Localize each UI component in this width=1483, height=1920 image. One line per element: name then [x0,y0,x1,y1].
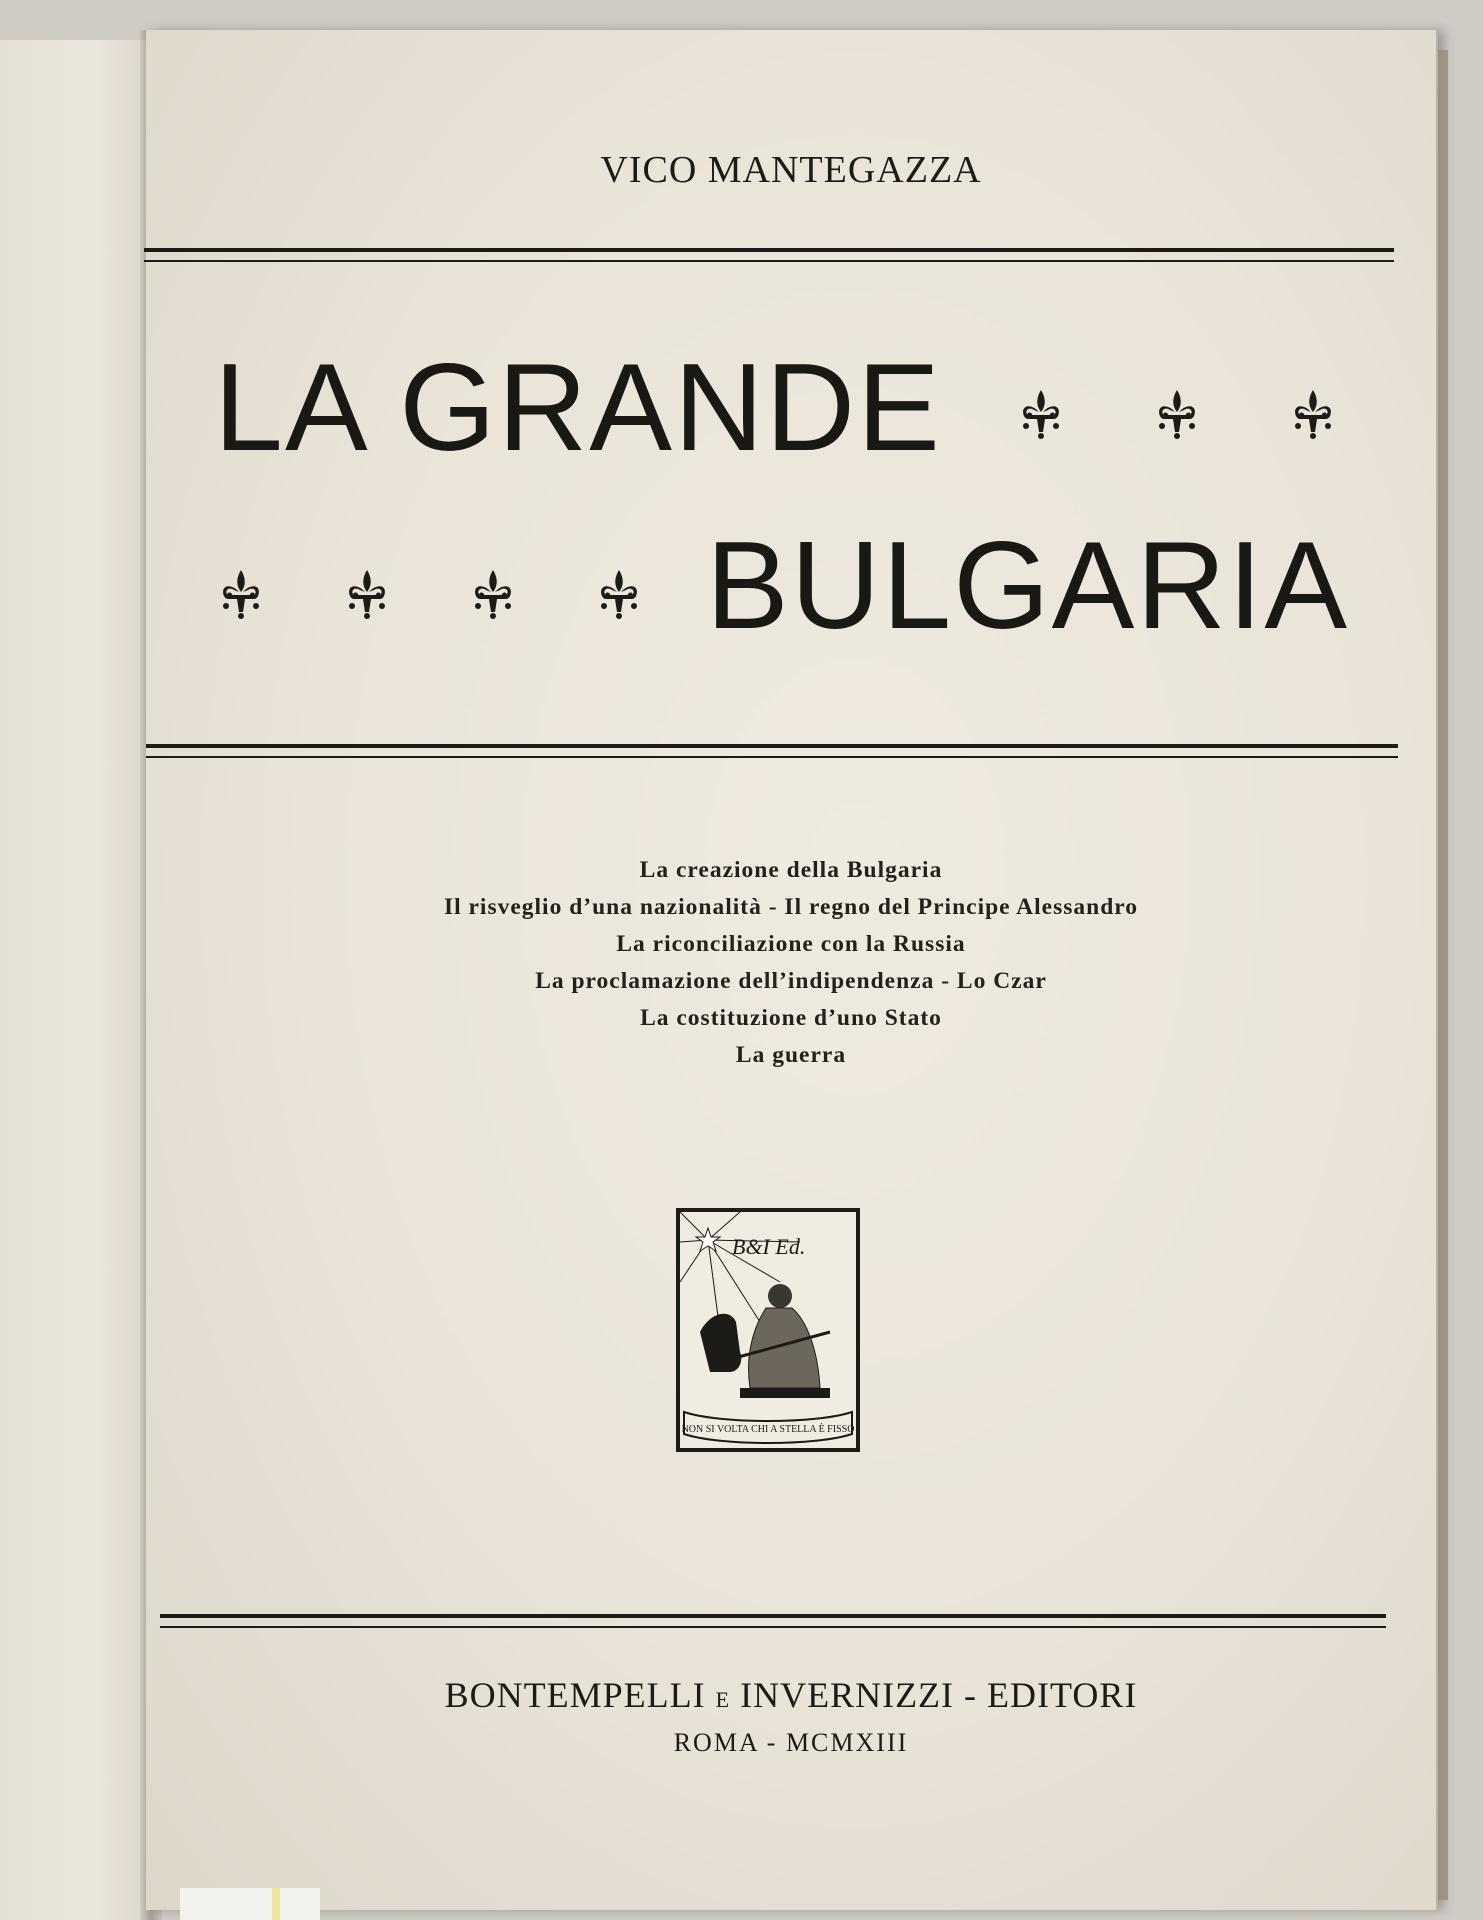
publisher-line [146,1674,1436,1716]
top-rule [144,248,1394,262]
title-line-2: BULGARIA [706,517,1350,655]
printer-device [676,1208,860,1452]
title-rule-bottom [146,744,1398,758]
place-date: ROMA - MCMXIII [673,1728,909,1757]
fleuron-icon [1018,388,1064,440]
bookmark-tab [180,1888,320,1920]
author-name: VICO MANTEGAZZA [600,149,982,191]
left-page [0,40,160,1920]
subtitle-line: La proclamazione dell’indipendenza - Lo Czar [535,968,1047,994]
subtitle-line: La creazione della Bulgaria [639,857,943,883]
printer-device-illustration [680,1212,856,1448]
fleuron-icon [1154,388,1200,440]
fleuron-icon [344,568,390,620]
bottom-rule [160,1614,1386,1628]
device-motto: NON SI VOLTA CHI A STELLA È FISSO [681,1424,855,1435]
fleuron-icon [1290,388,1336,440]
device-monogram: B&I Ed. [732,1234,806,1259]
bookmark-stripe [272,1888,280,1920]
fleuron-icon [470,568,516,620]
fleuron-icon [218,568,264,620]
subtitle-list [146,852,1436,1074]
fleuron-icon [596,568,642,620]
publisher-conjunction: E [715,1687,731,1712]
subtitle-line: Il risveglio d’una nazionalità - Il regno del Principe Alessandro [443,894,1139,920]
title-line-1: LA GRANDE [214,339,942,477]
subtitle-line: La riconciliazione con la Russia [616,931,966,957]
publisher-name-part2: INVERNIZZI - EDITORI [740,1675,1138,1715]
subtitle-line: La guerra [735,1042,847,1068]
subtitle-line: La costituzione d’uno Stato [640,1005,942,1031]
publisher-name-part1: BONTEMPELLI [444,1675,706,1715]
